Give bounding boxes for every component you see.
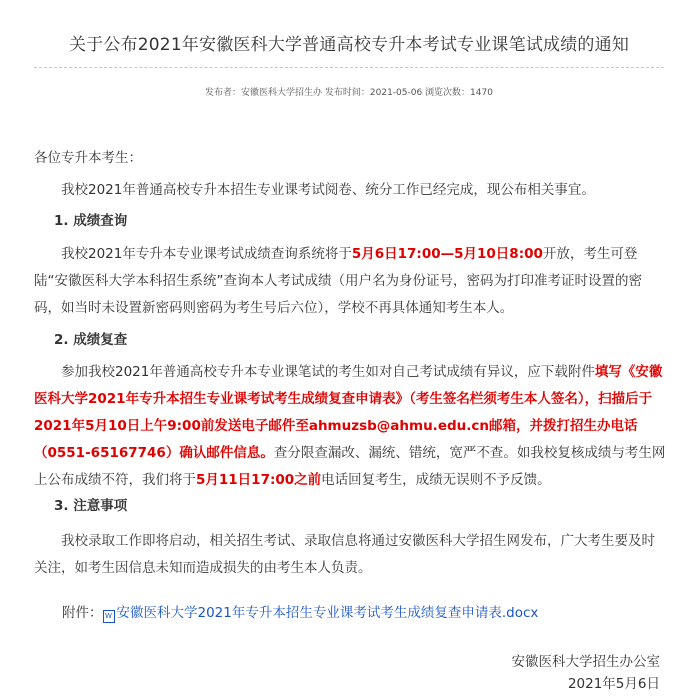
signature-date: 2021年5月6日 bbox=[567, 676, 660, 692]
section-2-heading: 2. 成绩复查 bbox=[54, 332, 128, 348]
section-2-text-c: 电话回复考生，成绩无误则不予反馈。 bbox=[321, 472, 551, 488]
query-period-highlight: 5月6日17:00—5月10日8:00 bbox=[351, 246, 543, 262]
section-1-text-b: 开放，考生可登陆“安徽医科大学本科招生系统”查询本人考试成绩（用户名为身份证号，密码为打印准考证时设置的密码，如当时未设置新密码则密码为考生号后六位），学校不再具体通知考生本人。 bbox=[34, 246, 642, 316]
attachment-line bbox=[62, 600, 666, 627]
greeting: 各位专升本考生： bbox=[34, 150, 142, 166]
section-2-text-b: 查分限查漏改、漏统、错统，宽严不查。如我校复核成绩与考生网上公布成绩不符，我们将于 bbox=[34, 445, 666, 488]
notice-meta: 发布者：安徽医科大学招生办 发布时间：2021-05-06 浏览次数：1470 bbox=[205, 88, 493, 98]
section-1-text-a: 我校2021年专升本专业课考试成绩查询系统将于 bbox=[61, 246, 352, 262]
section-1-paragraph bbox=[34, 241, 666, 322]
reply-deadline-highlight: 5月11日17:00之前 bbox=[196, 472, 322, 488]
word-document-icon: W bbox=[103, 610, 115, 623]
section-2-text-a: 参加我校2021年普通高校专升本专业课笔试的考生如对自己考试成绩有异议，应下载附件 bbox=[61, 364, 595, 380]
notice-title: 关于公布2021年安徽医科大学普通高校专升本考试专业课笔试成绩的通知 bbox=[68, 35, 630, 55]
attachment-label: 附件： bbox=[62, 605, 103, 621]
title-divider bbox=[34, 67, 664, 68]
section-3-paragraph: 我校录取工作即将启动，相关招生考试、录取信息将通过安徽医科大学招生网发布，广大考生要及时关注，如考生因信息未知而造成损失的由考生本人负责。 bbox=[34, 533, 655, 576]
attachment-link[interactable]: 安徽医科大学2021年专升本招生专业课考试考生成绩复查申请表.docx bbox=[116, 605, 539, 621]
section-3-heading: 3. 注意事项 bbox=[54, 498, 128, 514]
section-2-paragraph bbox=[34, 359, 666, 494]
section-1-heading: 1. 成绩查询 bbox=[54, 213, 128, 229]
review-instructions-highlight: 填写《安徽医科大学2021年专升本招生专业课考试考生成绩复查申请表》（考生签名栏须考生本人签名），扫描后于2021年5月10日上午9:00前发送电子邮件至ahmuzsb@ahmu.edu.cn邮箱，并拨打招生办电话（0551-65167746）确认邮件信息。 bbox=[34, 364, 663, 461]
intro-paragraph: 我校2021年普通高校专升本招生专业课考试阅卷、统分工作已经完成，现公布相关事宜。 bbox=[61, 182, 595, 198]
signature-office: 安徽医科大学招生办公室 bbox=[511, 654, 660, 670]
